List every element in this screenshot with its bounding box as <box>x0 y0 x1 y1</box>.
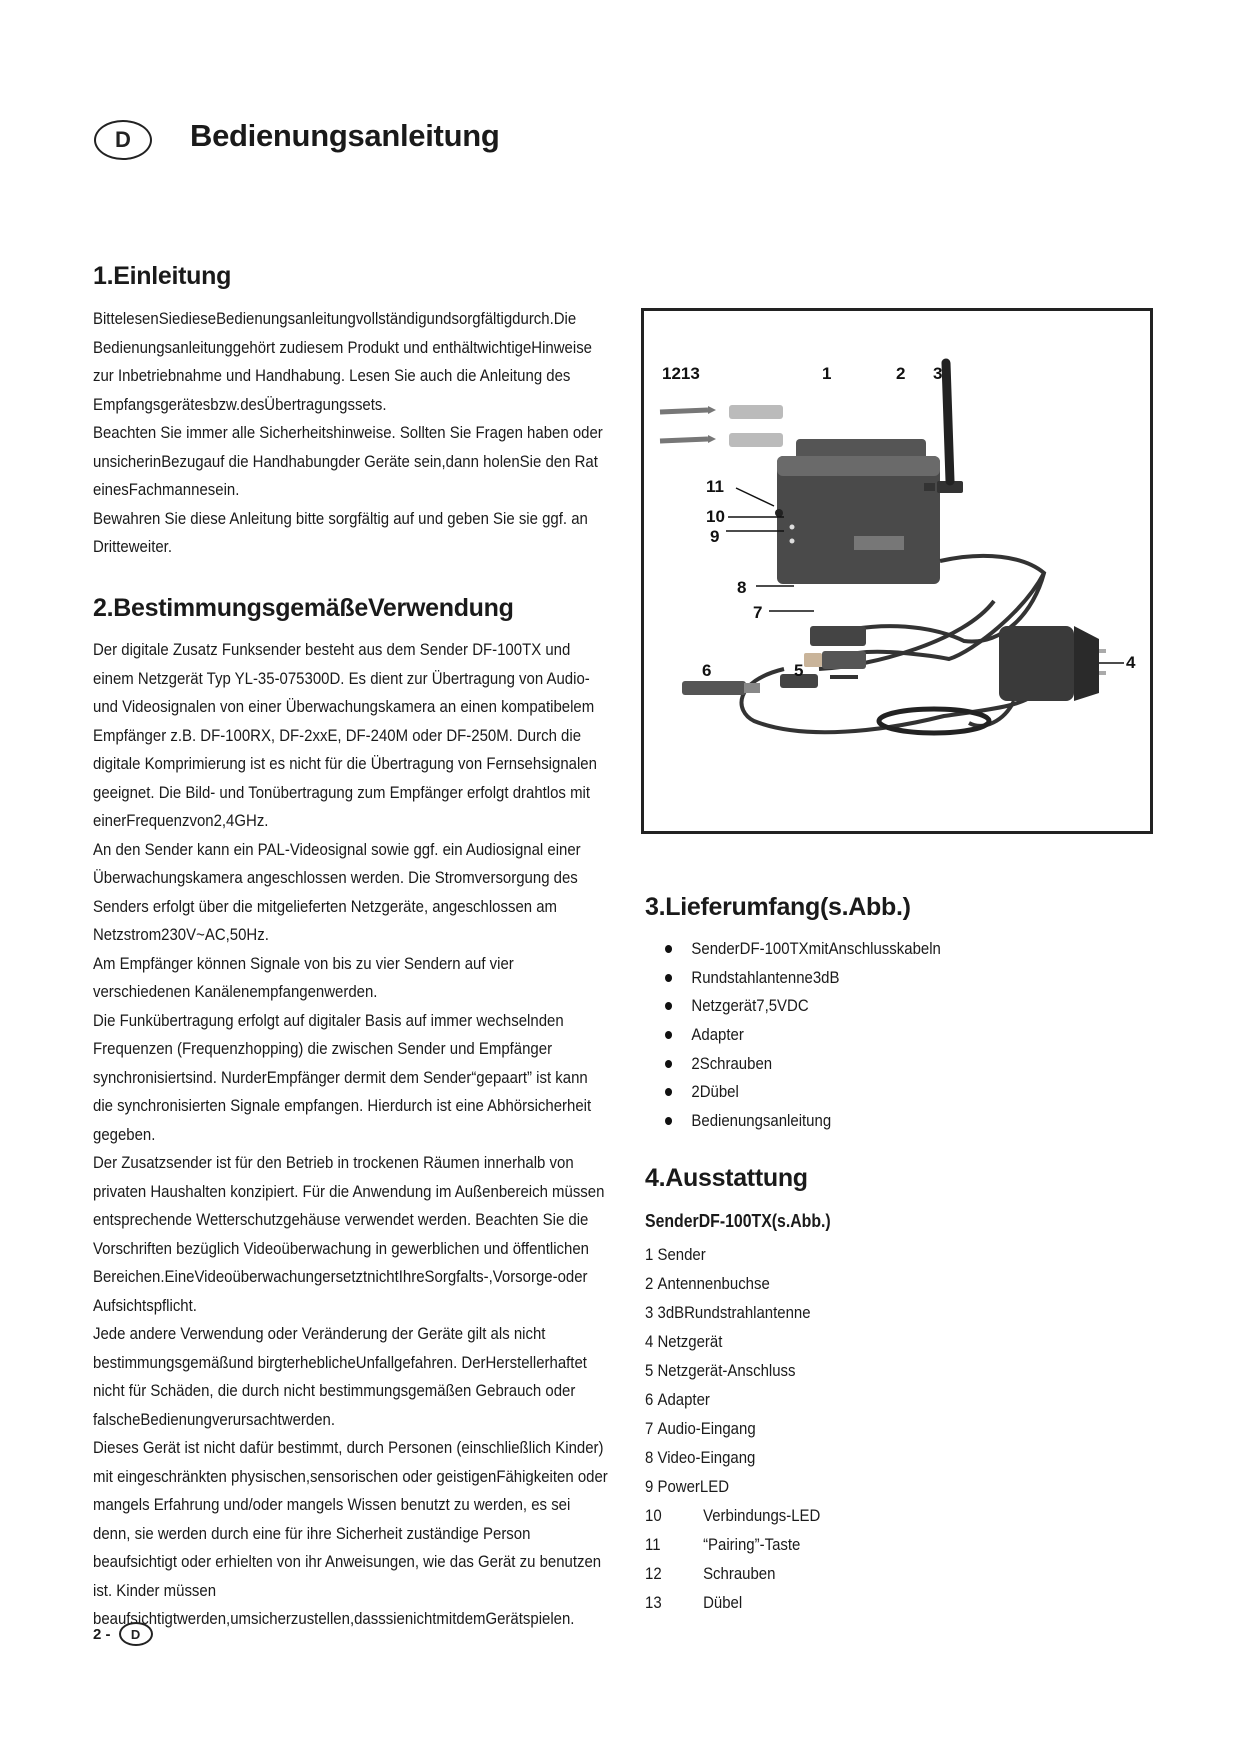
item-number: 2 <box>645 1273 654 1293</box>
country-badge: D <box>94 120 152 160</box>
paragraph: An den Sender kann ein PAL-Videosignal sowie ggf. ein Audiosignal einer Überwachungskamera angeschlossen werden. Die Stromversorgung des Senders erfolgt über die mitgelieferten Netzgeräte, angeschlossen am Netzstrom230V~AC,50Hz. <box>93 839 581 944</box>
section-heading-lieferumfang: 3.Lieferumfang(s.Abb.) <box>645 893 911 921</box>
item-label: “Pairing”-Taste <box>703 1534 801 1554</box>
item-number: 3 <box>645 1302 654 1322</box>
list-item <box>665 935 941 964</box>
product-figure <box>641 308 1153 834</box>
item-number: 7 <box>645 1418 654 1438</box>
bullet-icon <box>665 1060 672 1068</box>
list-item <box>665 964 941 993</box>
paragraph: Die Funkübertragung erfolgt auf digitaler Basis auf immer wechselnden Frequenzen (Frequenzhopping) die zwischen Sender und Empfänger synchronisiertsind. NurderEmpfänger dermit dem Sender“gepaart” ist kann die synchronisierten Signale empfangen. Hierdurch ist eine Abhörsicherheit gegeben. <box>93 1010 592 1144</box>
power-supply-illustration <box>879 626 1106 733</box>
list-item <box>645 1385 820 1414</box>
callout-label: 7 <box>753 603 763 622</box>
bullet-icon <box>665 1031 672 1039</box>
paragraph: BittelesenSiedieseBedienungsanleitungvollständigundsorgfältigdurch.Die Bedienungsanleitunggehört zudiesem Produkt und enthältwichtigeHinweise zur Inbetriebnahme und Handhabung. Lesen Sie auch die Anleitung des Empfangsgerätesbzw.desÜbertragungssets. <box>93 309 593 414</box>
list-item <box>665 1078 941 1107</box>
dowels-illustration <box>729 405 783 447</box>
item-number: 8 <box>645 1447 654 1467</box>
callout-label: 11 <box>706 477 724 496</box>
item-number: 10 <box>645 1505 662 1525</box>
list-item-label: Netzgerät7,5VDC <box>691 996 809 1016</box>
section-body-einleitung <box>93 305 610 562</box>
list-item-label: SenderDF-100TXmitAnschlusskabeln <box>691 939 941 959</box>
list-item-label: 2Dübel <box>691 1082 739 1102</box>
bullet-icon <box>665 1002 672 1010</box>
paragraph: Der Zusatzsender ist für den Betrieb in trockenen Räumen innerhalb von privaten Haushalten konzipiert. Für die Anwendung im Außenbereich müssen entsprechende Wetterschutzgehäuse verwendet werden. Beachten Sie die Vorschriften bezüglich Videoüberwachung in gewerblichen und öffentlichen Bereichen.EineVideoüberwachungersetztnichtIhreSorgfalts-,Vorsorge-oder Aufsichtspflicht. <box>93 1153 605 1315</box>
paragraph: Jede andere Verwendung oder Veränderung der Geräte gilt als nicht bestimmungsgemäßund birgterheblicheUnfallgefahren. DerHerstellerhaftet nicht für Schäden, die durch nicht bestimmungsgemäßen Gebrauch oder falscheBedienungverursachtwerden. <box>93 1324 587 1429</box>
list-item <box>665 1021 941 1050</box>
product-illustration <box>644 311 1150 831</box>
callout-label: 5 <box>794 661 804 680</box>
page-number: 2 - <box>93 1625 111 1643</box>
item-label: Dübel <box>703 1592 743 1612</box>
item-number: 12 <box>645 1563 662 1583</box>
paragraph: Der digitale Zusatz Funksender besteht aus dem Sender DF-100TX und einem Netzgerät Typ YL-35-075300D. Es dient zur Übertragung von Audio- und Videosignalen von einer Überwachungskamera an einen kompatibelem Empfänger z.B. DF-100RX, DF-2xxE, DF-240M oder DF-250M. Durch die digitale Komprimierung ist es nicht für die Übertragung von Fernsehsignalen geeignet. Die Bild- und Tonübertragung zum Empfänger erfolgt drahtlos mit einerFrequenzvon2,4GHz. <box>93 640 597 830</box>
bullet-icon <box>665 945 672 953</box>
item-label: 3dBRundstrahlantenne <box>657 1302 811 1322</box>
callout-label: 1213 <box>662 364 700 383</box>
item-number: 13 <box>645 1592 662 1612</box>
item-label: Adapter <box>657 1389 710 1409</box>
item-number: 4 <box>645 1331 654 1351</box>
list-item <box>645 1356 820 1385</box>
page-title: Bedienungsanleitung <box>190 118 500 153</box>
bullet-icon <box>665 974 672 982</box>
item-number: 5 <box>645 1360 654 1380</box>
list-item-label: 2Schrauben <box>691 1053 773 1073</box>
list-item <box>645 1327 820 1356</box>
item-number: 9 <box>645 1476 654 1496</box>
sender-box-illustration <box>775 439 940 584</box>
callout-label: 10 <box>706 507 725 526</box>
list-item <box>645 1298 820 1327</box>
delivery-list <box>665 935 941 1135</box>
item-label: Audio-Eingang <box>657 1418 756 1438</box>
list-item-label: Adapter <box>691 1025 744 1045</box>
list-item <box>645 1559 820 1588</box>
list-item <box>645 1501 820 1530</box>
list-item <box>645 1472 820 1501</box>
country-badge: D <box>119 1622 153 1646</box>
item-label: Sender <box>657 1244 706 1264</box>
item-number: 1 <box>645 1244 654 1264</box>
item-label: Netzgerät <box>657 1331 723 1351</box>
list-item-label: Rundstahlantenne3dB <box>691 967 840 987</box>
list-item <box>645 1240 820 1269</box>
list-item <box>665 1049 941 1078</box>
item-number: 6 <box>645 1389 654 1409</box>
item-label: PowerLED <box>657 1476 730 1496</box>
list-item <box>665 992 941 1021</box>
screws-illustration <box>660 406 716 443</box>
section-heading-ausstattung: 4.Ausstattung <box>645 1164 808 1192</box>
callout-label: 4 <box>1126 653 1136 672</box>
section-body-verwendung <box>93 636 610 1634</box>
page-footer <box>93 1622 153 1646</box>
callout-label: 6 <box>702 661 712 680</box>
feature-list <box>645 1240 820 1617</box>
section-heading-einleitung: 1.Einleitung <box>93 262 232 290</box>
list-item <box>645 1588 820 1617</box>
item-label: Verbindungs-LED <box>703 1505 821 1525</box>
callout-label: 1 <box>822 364 832 383</box>
paragraph: Dieses Gerät ist nicht dafür bestimmt, durch Personen (einschließlich Kinder) mit eingeschränkten physischen,sensorischen oder geistigenFähigkeiten oder mangels Erfahrung und/oder mangels Wissen benutzt zu werden, es sei denn, sie werden durch eine für ihre Sicherheit zuständige Person beaufsichtigt oder erhielten von ihr Anweisungen, wie das Gerät zu benutzen ist. Kinder müssen beaufsichtigtwerden,umsicherzustellen,dasssienichtmitdemGerätspielen. <box>93 1438 608 1628</box>
item-label: Antennenbuchse <box>657 1273 770 1293</box>
bullet-icon <box>665 1088 672 1096</box>
item-label: Netzgerät-Anschluss <box>657 1360 796 1380</box>
list-item <box>665 1107 941 1136</box>
section-subheading: SenderDF-100TX(s.Abb.) <box>645 1211 831 1231</box>
item-number: 11 <box>645 1534 661 1554</box>
item-label: Schrauben <box>703 1563 776 1583</box>
callout-label: 8 <box>737 578 747 597</box>
list-item <box>645 1530 820 1559</box>
list-item <box>645 1414 820 1443</box>
callout-label: 9 <box>710 527 720 546</box>
paragraph: Am Empfänger können Signale von bis zu vier Sendern auf vier verschiedenen Kanälenempfangenwerden. <box>93 953 514 1001</box>
list-item-label: Bedienungsanleitung <box>691 1110 832 1130</box>
callout-label: 2 <box>896 364 906 383</box>
paragraph: Bewahren Sie diese Anleitung bitte sorgfältig auf und geben Sie sie ggf. an Dritteweiter. <box>93 508 588 556</box>
paragraph: Beachten Sie immer alle Sicherheitshinweise. Sollten Sie Fragen haben oder unsicherinBezugauf die Handhabungder Geräte sein,dann holenSie den Rat einesFachmannesein. <box>93 423 603 499</box>
list-item <box>645 1443 820 1472</box>
callout-label: 3 <box>933 364 943 383</box>
bullet-icon <box>665 1117 672 1125</box>
item-label: Video-Eingang <box>657 1447 756 1467</box>
section-heading-verwendung: 2.BestimmungsgemäßeVerwendung <box>93 594 514 622</box>
list-item <box>645 1269 820 1298</box>
